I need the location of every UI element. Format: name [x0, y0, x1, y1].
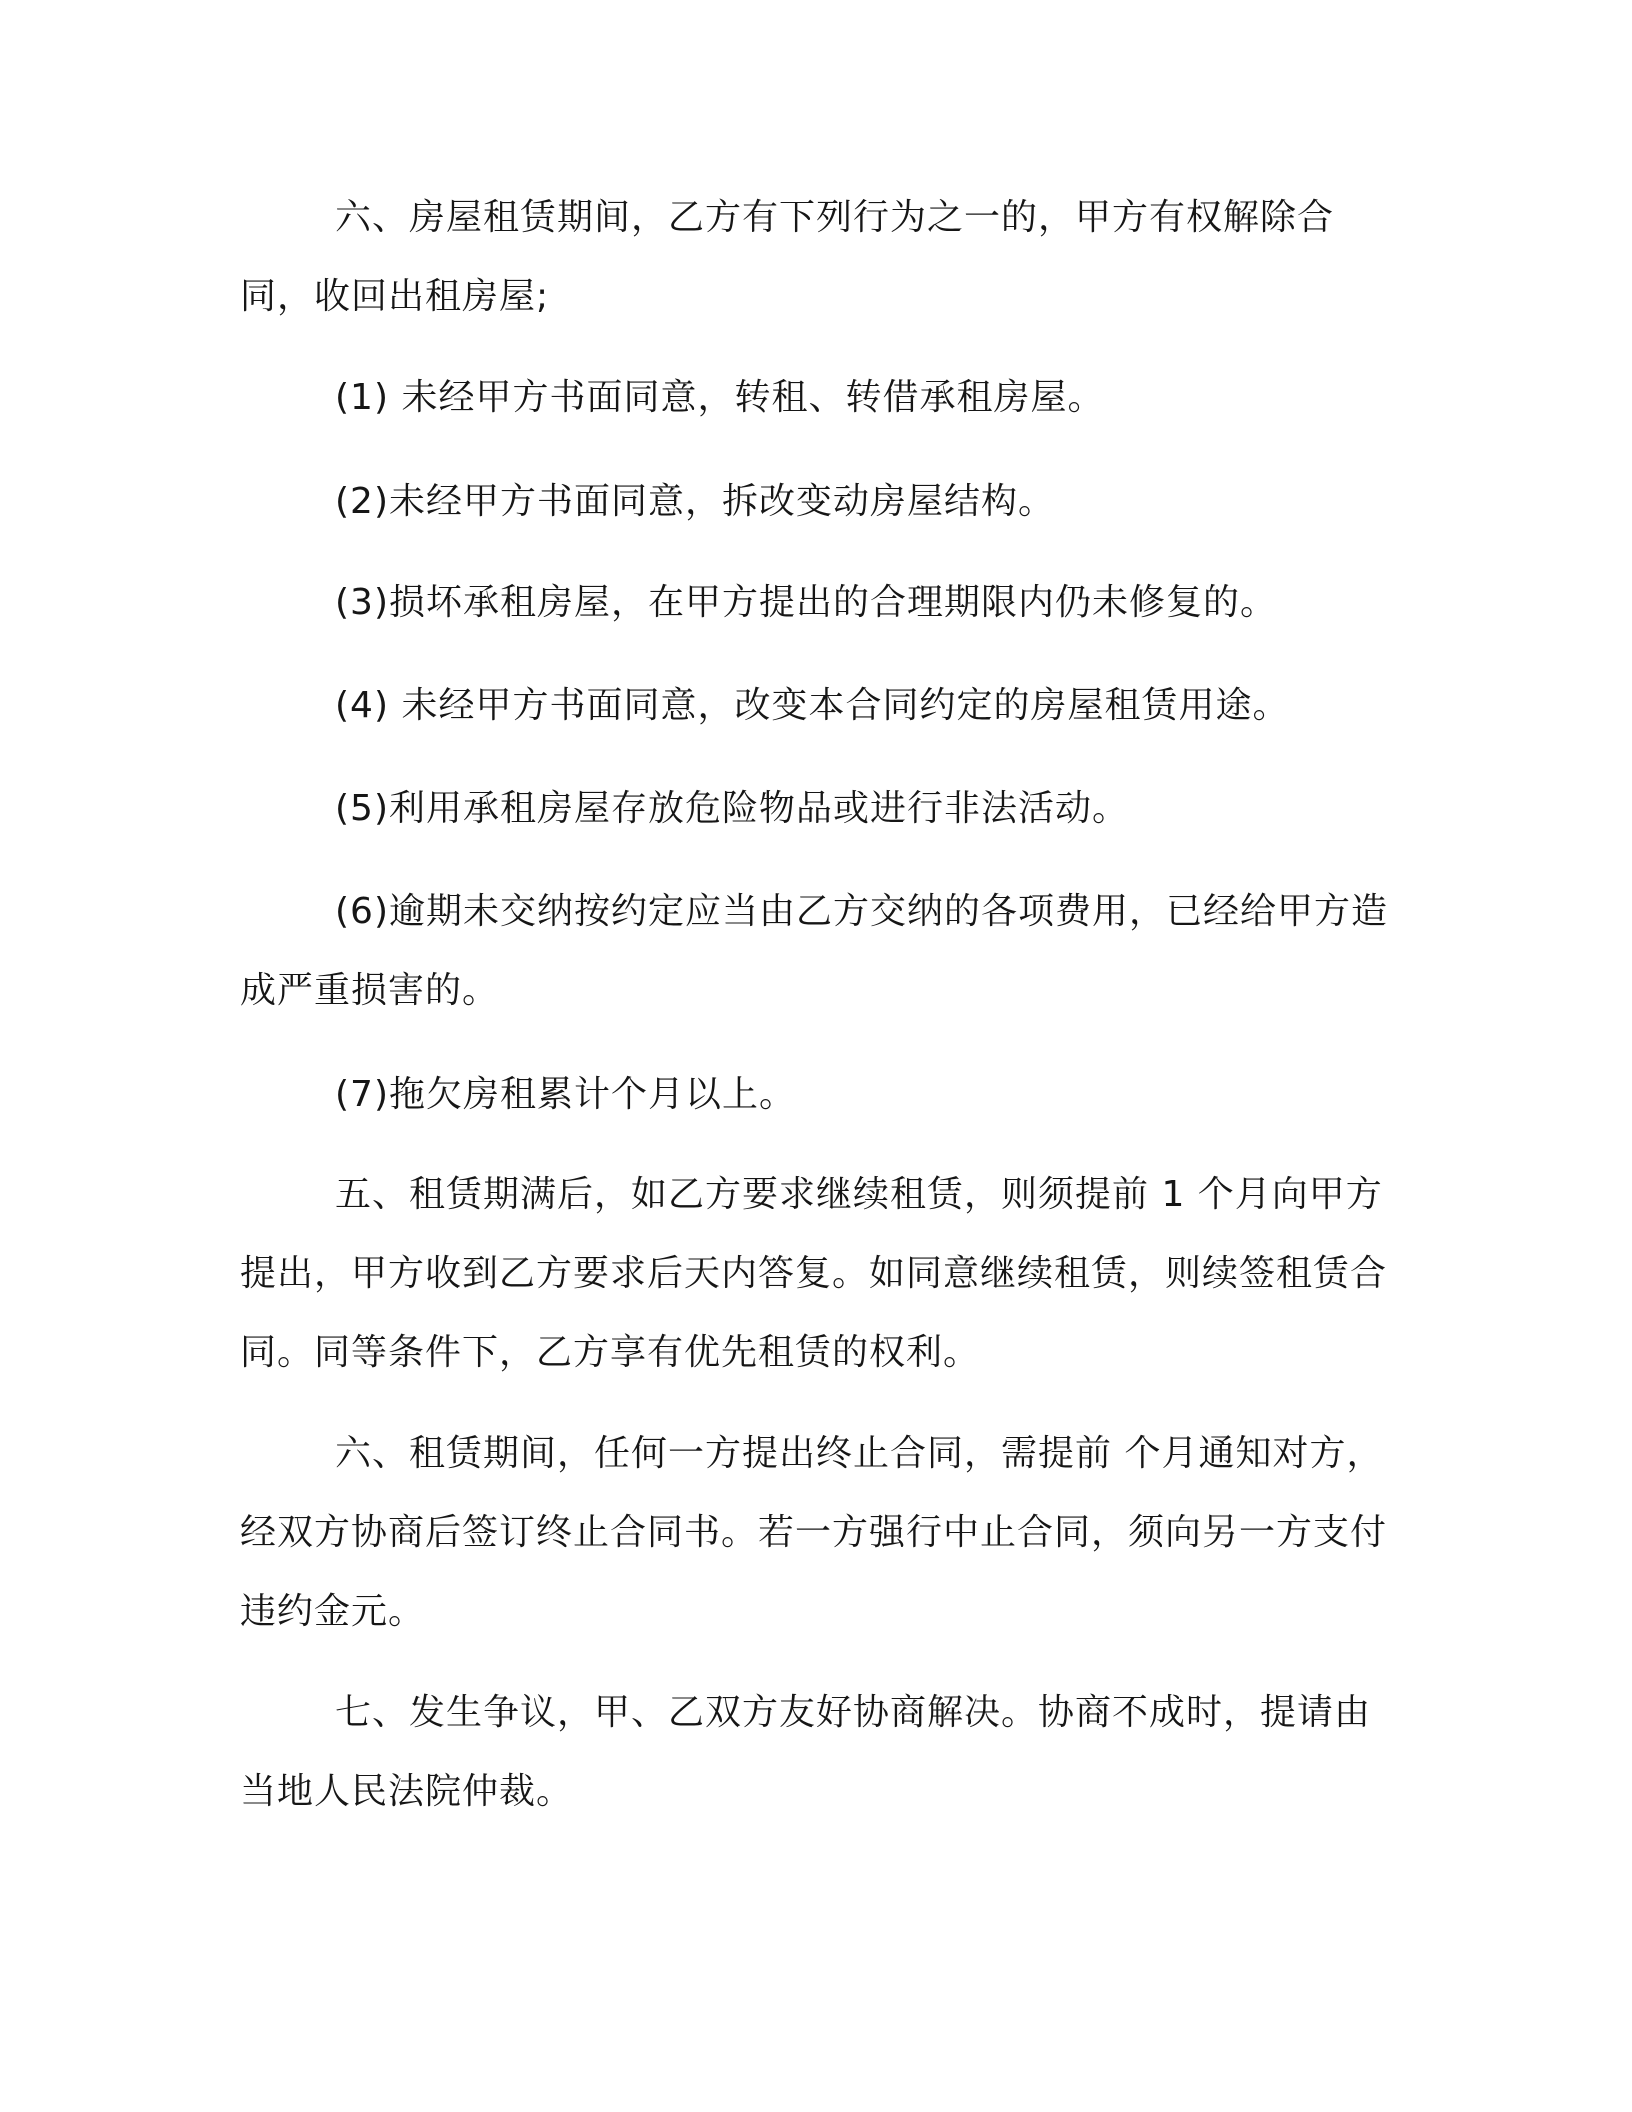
list-item-7: (7)拖欠房租累计个月以上。: [335, 1074, 796, 1115]
paragraph-early-termination: 六、租赁期间，任何一方提出终止合同，需提前 个月通知对方，经双方协商后签订终止合同书。若一方强行中止合同，须向另一方支付违约金元。: [240, 1433, 1388, 1632]
list-item-1: (1) 未经甲方书面同意，转租、转借承租房屋。: [335, 377, 1105, 418]
list-item-3: (3)损坏承租房屋，在甲方提出的合理期限内仍未修复的。: [335, 582, 1277, 623]
list-item-6: (6)逾期未交纳按约定应当由乙方交纳的各项费用，已经给甲方造成严重损害的。: [240, 891, 1388, 1011]
paragraph-dispute-resolution: 七、发生争议，甲、乙双方友好协商解决。协商不成时，提请由当地人民法院仲裁。: [240, 1692, 1372, 1812]
list-item-2: (2)未经甲方书面同意，拆改变动房屋结构。: [335, 481, 1055, 522]
list-item-4: (4) 未经甲方书面同意，改变本合同约定的房屋租赁用途。: [335, 685, 1290, 726]
paragraph-renewal: 五、租赁期满后，如乙方要求继续租赁，则须提前 1 个月向甲方提出，甲方收到乙方要求后天内答复。如同意继续租赁，则续签租赁合同。同等条件下，乙方享有优先租赁的权利。: [240, 1174, 1388, 1373]
paragraph-termination-conditions: 六、房屋租赁期间，乙方有下列行为之一的，甲方有权解除合同，收回出租房屋;: [240, 197, 1335, 317]
list-item-5: (5)利用承租房屋存放危险物品或进行非法活动。: [335, 788, 1129, 829]
